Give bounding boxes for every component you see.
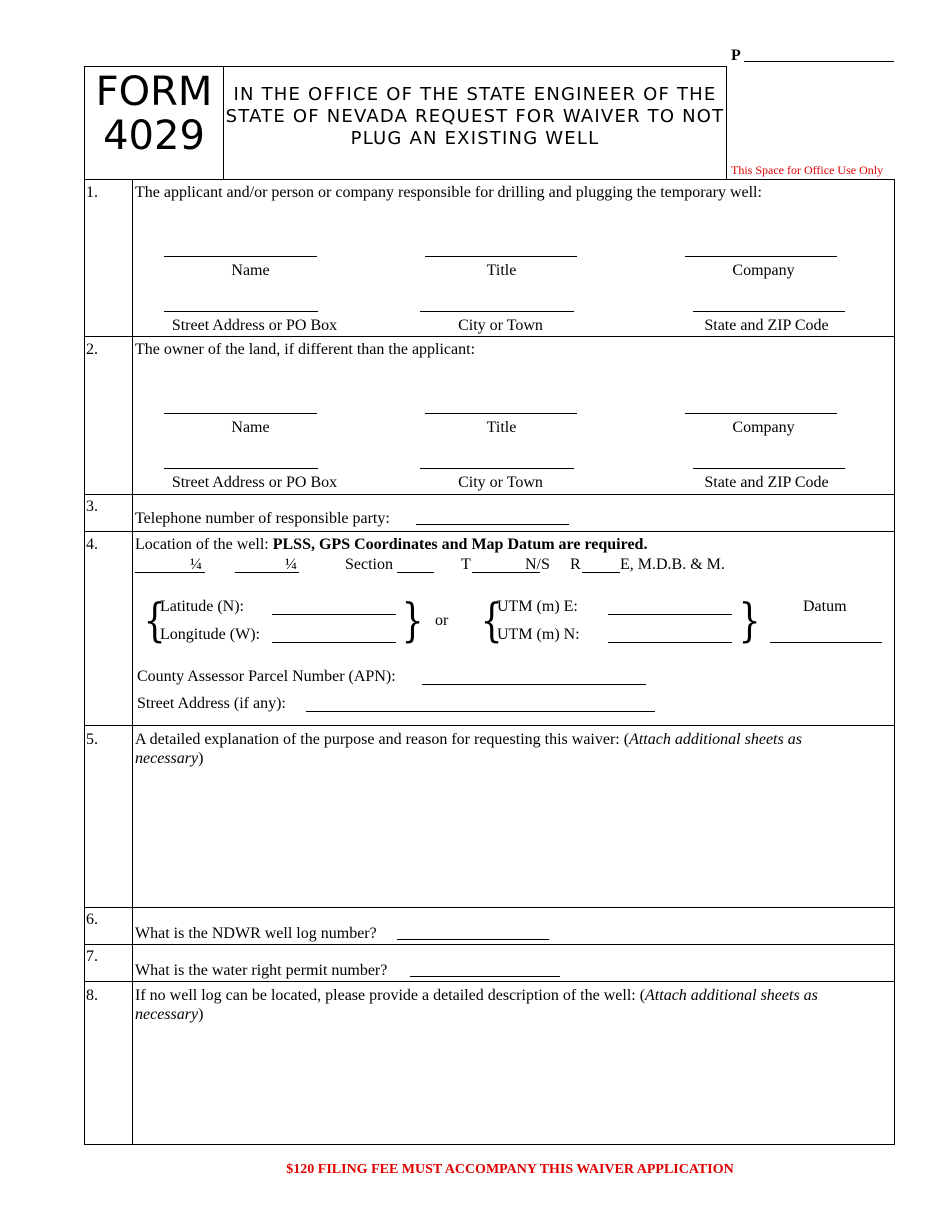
s2-city-field[interactable] <box>420 468 574 469</box>
section-1-text: The applicant and/or person or company responsible for drilling and plugging the temporary well: <box>135 184 762 201</box>
s1-company-label: Company <box>732 262 795 279</box>
p-number-label: P <box>731 47 741 64</box>
township-label: T <box>461 556 471 573</box>
row-rule-5 <box>84 725 895 726</box>
section-6-text: What is the NDWR well log number? <box>135 925 377 942</box>
header-top-rule <box>84 66 727 67</box>
left-border <box>84 66 85 1145</box>
s5-main: A detailed explanation of the purpose and reason for requesting this waiver: ( <box>135 731 630 748</box>
s1-company-field[interactable] <box>685 256 837 257</box>
section-7-text: What is the water right permit number? <box>135 962 388 979</box>
location-lead: Location of the well: <box>135 536 273 553</box>
row-rule-3 <box>84 494 895 495</box>
longitude-label: Longitude (W): <box>160 626 260 643</box>
row-rule-2 <box>84 336 895 337</box>
s2-street-label: Street Address or PO Box <box>171 474 338 491</box>
section-3-number: 3. <box>86 498 98 515</box>
s8-close: ) <box>198 1006 204 1023</box>
filing-fee-notice: $120 FILING FEE MUST ACCOMPANY THIS WAIVER APPLICATION <box>286 1162 734 1177</box>
s1-state-zip-field[interactable] <box>693 311 845 312</box>
ns-label: N/S <box>525 556 550 573</box>
s2-company-label: Company <box>732 419 795 436</box>
s5-answer-area[interactable] <box>134 772 892 904</box>
utm-east-field[interactable] <box>608 614 732 615</box>
left-brace-utm: { <box>480 593 503 647</box>
section-4-number: 4. <box>86 536 98 553</box>
latitude-field[interactable] <box>272 614 396 615</box>
quarter-2-symbol: ¼ <box>285 556 297 573</box>
s5-close: ) <box>198 750 204 767</box>
section-8-number: 8. <box>86 987 98 1004</box>
section-8-text-cont <box>135 1006 203 1024</box>
right-brace-utm: } <box>738 593 761 647</box>
s8-italic: Attach additional sheets as <box>645 987 818 1004</box>
datum-field[interactable] <box>770 642 882 643</box>
street-address-field[interactable] <box>306 711 655 712</box>
apn-field[interactable] <box>422 684 646 685</box>
s2-company-field[interactable] <box>685 413 837 414</box>
s1-name-field[interactable] <box>164 256 317 257</box>
s2-title-field[interactable] <box>425 413 577 414</box>
s1-name-label: Name <box>231 262 270 279</box>
s8-main: If no well log can be located, please provide a detailed description of the well: ( <box>135 987 646 1004</box>
form-number: 4029 <box>103 113 205 159</box>
s1-title-field[interactable] <box>425 256 577 257</box>
apn-label: County Assessor Parcel Number (APN): <box>137 668 396 685</box>
utm-north-label: UTM (m) N: <box>497 626 580 643</box>
section-5-text-cont <box>135 750 203 768</box>
header-right-divider <box>726 66 727 180</box>
s1-state-zip-label: State and ZIP Code <box>704 317 829 334</box>
s2-state-zip-label: State and ZIP Code <box>704 474 829 491</box>
longitude-field[interactable] <box>272 642 396 643</box>
left-brace-latlon: { <box>143 593 166 647</box>
right-border <box>894 179 895 1145</box>
telephone-field[interactable] <box>416 524 569 525</box>
row-rule-6 <box>84 907 895 908</box>
section-1-number: 1. <box>86 184 98 201</box>
table-bottom-rule <box>84 1144 895 1145</box>
row-rule-8 <box>84 981 895 982</box>
datum-label: Datum <box>803 598 847 615</box>
section-6-number: 6. <box>86 911 98 928</box>
s8-answer-area[interactable] <box>134 1028 892 1142</box>
section-field[interactable] <box>397 572 434 573</box>
s8-italic-2: necessary <box>135 1006 199 1023</box>
s2-state-zip-field[interactable] <box>693 468 845 469</box>
well-log-field[interactable] <box>397 939 549 940</box>
section-2-text: The owner of the land, if different than the applicant: <box>135 341 476 358</box>
title-line-2: STATE OF NEVADA REQUEST FOR WAIVER TO NOT <box>225 106 725 127</box>
s2-name-field[interactable] <box>164 413 317 414</box>
range-label: R <box>570 556 581 573</box>
number-column-rule <box>132 179 133 1145</box>
office-use-note: This Space for Office Use Only <box>731 163 884 177</box>
section-5-text <box>135 731 802 749</box>
s5-italic-2: necessary <box>135 750 199 767</box>
s2-name-label: Name <box>231 419 270 436</box>
mdbm-label: E, M.D.B. & M. <box>620 556 725 573</box>
right-brace-latlon: } <box>401 593 424 647</box>
s5-italic: Attach additional sheets as <box>629 731 802 748</box>
form-label <box>86 70 222 158</box>
title-line-3: PLUG AN EXISTING WELL <box>350 128 600 149</box>
section-5-number: 5. <box>86 731 98 748</box>
permit-number-field[interactable] <box>410 976 560 977</box>
quarter-1-symbol: ¼ <box>190 556 202 573</box>
s2-title-label: Title <box>486 419 517 436</box>
form-word: FORM <box>95 69 213 115</box>
row-rule-7 <box>84 944 895 945</box>
range-field[interactable] <box>582 572 620 573</box>
p-number-field[interactable] <box>744 61 894 62</box>
s1-street-label: Street Address or PO Box <box>171 317 338 334</box>
s1-title-label: Title <box>486 262 517 279</box>
s1-street-field[interactable] <box>164 311 318 312</box>
section-8-text <box>135 987 818 1005</box>
section-2-number: 2. <box>86 341 98 358</box>
form-title <box>224 84 726 150</box>
row-rule-1 <box>84 179 895 180</box>
s1-city-label: City or Town <box>458 317 543 334</box>
latitude-label: Latitude (N): <box>160 598 244 615</box>
s2-city-label: City or Town <box>458 474 543 491</box>
utm-east-label: UTM (m) E: <box>497 598 578 615</box>
title-line-1: IN THE OFFICE OF THE STATE ENGINEER OF THE <box>233 84 717 105</box>
or-label: or <box>435 612 449 629</box>
section-3-text: Telephone number of responsible party: <box>135 510 390 527</box>
row-rule-4 <box>84 531 895 532</box>
street-address-label: Street Address (if any): <box>137 695 286 712</box>
s1-city-field[interactable] <box>420 311 574 312</box>
section-4-heading <box>135 536 647 554</box>
section-7-number: 7. <box>86 948 98 965</box>
utm-north-field[interactable] <box>608 642 732 643</box>
section-label: Section <box>345 556 393 573</box>
s2-street-field[interactable] <box>164 468 318 469</box>
location-required: PLSS, GPS Coordinates and Map Datum are required. <box>272 536 648 553</box>
